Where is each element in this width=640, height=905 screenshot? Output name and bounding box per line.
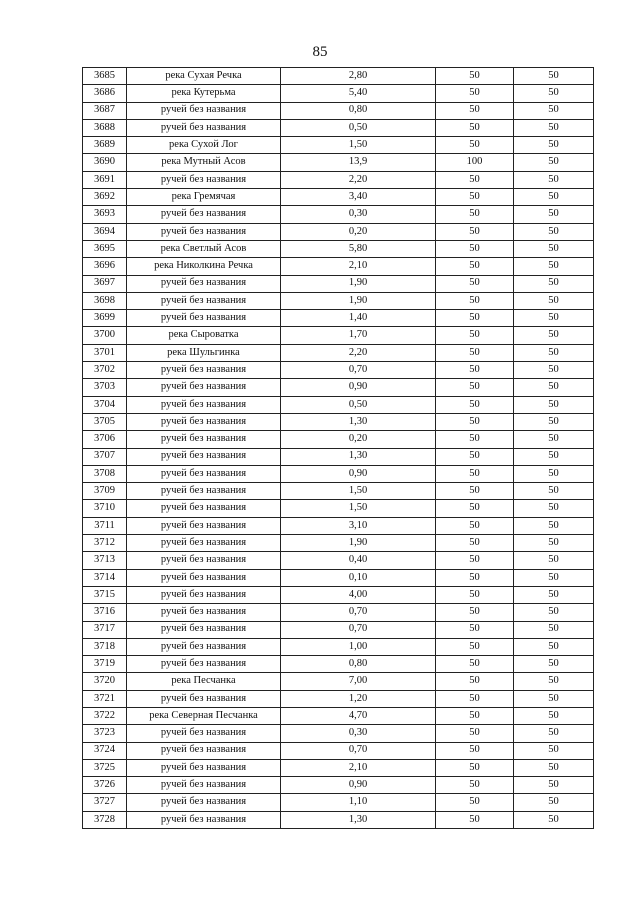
name-cell: река Мутный Асов	[127, 154, 281, 171]
length-cell: 1,00	[281, 638, 436, 655]
value-cell-a: 50	[436, 500, 514, 517]
row-number-cell: 3716	[83, 604, 127, 621]
table-row	[83, 759, 594, 776]
row-number-cell: 3708	[83, 465, 127, 482]
name-cell: ручей без названия	[127, 811, 281, 828]
length-cell: 3,10	[281, 517, 436, 534]
length-cell: 2,80	[281, 68, 436, 85]
row-number-cell: 3726	[83, 777, 127, 794]
value-cell-b: 50	[514, 275, 594, 292]
value-cell-a: 50	[436, 483, 514, 500]
value-cell-a: 50	[436, 517, 514, 534]
name-cell: ручей без названия	[127, 102, 281, 119]
value-cell-b: 50	[514, 327, 594, 344]
row-number-cell: 3686	[83, 85, 127, 102]
row-number-cell: 3709	[83, 483, 127, 500]
length-cell: 1,30	[281, 413, 436, 430]
row-number-cell: 3712	[83, 535, 127, 552]
name-cell: ручей без названия	[127, 223, 281, 240]
length-cell: 1,70	[281, 327, 436, 344]
value-cell-a: 50	[436, 811, 514, 828]
value-cell-b: 50	[514, 552, 594, 569]
length-cell: 0,90	[281, 777, 436, 794]
value-cell-a: 50	[436, 206, 514, 223]
row-number-cell: 3724	[83, 742, 127, 759]
length-cell: 0,30	[281, 206, 436, 223]
value-cell-b: 50	[514, 500, 594, 517]
row-number-cell: 3700	[83, 327, 127, 344]
name-cell: река Светлый Асов	[127, 240, 281, 257]
table-row	[83, 396, 594, 413]
value-cell-b: 50	[514, 604, 594, 621]
value-cell-b: 50	[514, 811, 594, 828]
value-cell-a: 50	[436, 742, 514, 759]
table-row	[83, 68, 594, 85]
value-cell-a: 50	[436, 119, 514, 136]
table-row	[83, 742, 594, 759]
value-cell-b: 50	[514, 586, 594, 603]
value-cell-a: 50	[436, 171, 514, 188]
value-cell-a: 50	[436, 673, 514, 690]
value-cell-a: 50	[436, 777, 514, 794]
length-cell: 0,80	[281, 102, 436, 119]
value-cell-b: 50	[514, 638, 594, 655]
table-row	[83, 638, 594, 655]
name-cell: ручей без названия	[127, 586, 281, 603]
name-cell: ручей без названия	[127, 656, 281, 673]
length-cell: 0,10	[281, 569, 436, 586]
row-number-cell: 3691	[83, 171, 127, 188]
row-number-cell: 3721	[83, 690, 127, 707]
row-number-cell: 3701	[83, 344, 127, 361]
table-row	[83, 725, 594, 742]
value-cell-a: 50	[436, 362, 514, 379]
table-row	[83, 154, 594, 171]
value-cell-b: 50	[514, 535, 594, 552]
value-cell-b: 50	[514, 742, 594, 759]
name-cell: ручей без названия	[127, 535, 281, 552]
length-cell: 2,20	[281, 344, 436, 361]
value-cell-b: 50	[514, 759, 594, 776]
table-row	[83, 794, 594, 811]
value-cell-b: 50	[514, 189, 594, 206]
name-cell: ручей без названия	[127, 621, 281, 638]
table-row	[83, 344, 594, 361]
length-cell: 2,20	[281, 171, 436, 188]
name-cell: река Северная Песчанка	[127, 707, 281, 724]
table-row	[83, 292, 594, 309]
row-number-cell: 3710	[83, 500, 127, 517]
value-cell-a: 50	[436, 465, 514, 482]
row-number-cell: 3704	[83, 396, 127, 413]
value-cell-a: 50	[436, 656, 514, 673]
table-row	[83, 535, 594, 552]
value-cell-a: 50	[436, 292, 514, 309]
value-cell-a: 50	[436, 327, 514, 344]
length-cell: 5,40	[281, 85, 436, 102]
row-number-cell: 3719	[83, 656, 127, 673]
table-row	[83, 240, 594, 257]
length-cell: 0,90	[281, 465, 436, 482]
name-cell: река Николкина Речка	[127, 258, 281, 275]
name-cell: ручей без названия	[127, 604, 281, 621]
value-cell-a: 50	[436, 240, 514, 257]
value-cell-b: 50	[514, 206, 594, 223]
length-cell: 1,30	[281, 811, 436, 828]
row-number-cell: 3707	[83, 448, 127, 465]
table-row	[83, 777, 594, 794]
value-cell-a: 50	[436, 431, 514, 448]
value-cell-b: 50	[514, 85, 594, 102]
value-cell-a: 50	[436, 258, 514, 275]
table-row	[83, 690, 594, 707]
value-cell-b: 50	[514, 240, 594, 257]
name-cell: ручей без названия	[127, 517, 281, 534]
value-cell-b: 50	[514, 517, 594, 534]
value-cell-b: 50	[514, 396, 594, 413]
row-number-cell: 3689	[83, 137, 127, 154]
value-cell-a: 50	[436, 569, 514, 586]
row-number-cell: 3703	[83, 379, 127, 396]
row-number-cell: 3697	[83, 275, 127, 292]
length-cell: 13,9	[281, 154, 436, 171]
row-number-cell: 3690	[83, 154, 127, 171]
row-number-cell: 3687	[83, 102, 127, 119]
table-row	[83, 656, 594, 673]
length-cell: 1,10	[281, 794, 436, 811]
row-number-cell: 3702	[83, 362, 127, 379]
row-number-cell: 3722	[83, 707, 127, 724]
length-cell: 4,70	[281, 707, 436, 724]
value-cell-b: 50	[514, 154, 594, 171]
row-number-cell: 3693	[83, 206, 127, 223]
length-cell: 0,50	[281, 119, 436, 136]
row-number-cell: 3688	[83, 119, 127, 136]
row-number-cell: 3714	[83, 569, 127, 586]
row-number-cell: 3706	[83, 431, 127, 448]
table-row	[83, 569, 594, 586]
table-row	[83, 258, 594, 275]
table-row	[83, 448, 594, 465]
name-cell: ручей без названия	[127, 483, 281, 500]
name-cell: река Песчанка	[127, 673, 281, 690]
value-cell-b: 50	[514, 258, 594, 275]
length-cell: 0,20	[281, 431, 436, 448]
table-row	[83, 413, 594, 430]
table-row	[83, 189, 594, 206]
name-cell: ручей без названия	[127, 794, 281, 811]
table-row	[83, 621, 594, 638]
table-row	[83, 137, 594, 154]
table-row	[83, 465, 594, 482]
table-row	[83, 119, 594, 136]
name-cell: река Сухой Лог	[127, 137, 281, 154]
name-cell: ручей без названия	[127, 638, 281, 655]
value-cell-b: 50	[514, 292, 594, 309]
table-row	[83, 552, 594, 569]
name-cell: ручей без названия	[127, 569, 281, 586]
name-cell: ручей без названия	[127, 448, 281, 465]
row-number-cell: 3723	[83, 725, 127, 742]
table-row	[83, 586, 594, 603]
value-cell-a: 50	[436, 552, 514, 569]
value-cell-b: 50	[514, 413, 594, 430]
table-body	[83, 68, 594, 829]
name-cell: река Кутерьма	[127, 85, 281, 102]
length-cell: 0,90	[281, 379, 436, 396]
name-cell: ручей без названия	[127, 379, 281, 396]
value-cell-a: 50	[436, 413, 514, 430]
name-cell: ручей без названия	[127, 759, 281, 776]
name-cell: ручей без названия	[127, 465, 281, 482]
value-cell-a: 50	[436, 344, 514, 361]
value-cell-a: 50	[436, 223, 514, 240]
length-cell: 1,30	[281, 448, 436, 465]
name-cell: река Сыроватка	[127, 327, 281, 344]
length-cell: 5,80	[281, 240, 436, 257]
name-cell: ручей без названия	[127, 310, 281, 327]
row-number-cell: 3705	[83, 413, 127, 430]
name-cell: ручей без названия	[127, 500, 281, 517]
length-cell: 0,80	[281, 656, 436, 673]
row-number-cell: 3718	[83, 638, 127, 655]
value-cell-a: 50	[436, 310, 514, 327]
row-number-cell: 3685	[83, 68, 127, 85]
table-row	[83, 673, 594, 690]
value-cell-a: 50	[436, 759, 514, 776]
length-cell: 4,00	[281, 586, 436, 603]
value-cell-a: 50	[436, 275, 514, 292]
table-row	[83, 604, 594, 621]
value-cell-b: 50	[514, 673, 594, 690]
name-cell: ручей без названия	[127, 431, 281, 448]
value-cell-a: 50	[436, 396, 514, 413]
name-cell: ручей без названия	[127, 362, 281, 379]
table-row	[83, 171, 594, 188]
value-cell-b: 50	[514, 707, 594, 724]
row-number-cell: 3696	[83, 258, 127, 275]
name-cell: ручей без названия	[127, 777, 281, 794]
row-number-cell: 3728	[83, 811, 127, 828]
table-row	[83, 500, 594, 517]
length-cell: 1,20	[281, 690, 436, 707]
name-cell: ручей без названия	[127, 119, 281, 136]
value-cell-a: 50	[436, 535, 514, 552]
table-row	[83, 327, 594, 344]
value-cell-a: 50	[436, 690, 514, 707]
name-cell: река Шульгинка	[127, 344, 281, 361]
row-number-cell: 3699	[83, 310, 127, 327]
water-bodies-table	[82, 67, 594, 829]
name-cell: ручей без названия	[127, 725, 281, 742]
row-number-cell: 3698	[83, 292, 127, 309]
table-row	[83, 275, 594, 292]
length-cell: 1,50	[281, 137, 436, 154]
value-cell-b: 50	[514, 223, 594, 240]
value-cell-a: 50	[436, 707, 514, 724]
value-cell-a: 50	[436, 102, 514, 119]
value-cell-b: 50	[514, 690, 594, 707]
value-cell-b: 50	[514, 68, 594, 85]
value-cell-b: 50	[514, 431, 594, 448]
table-row	[83, 102, 594, 119]
table-row	[83, 431, 594, 448]
value-cell-b: 50	[514, 725, 594, 742]
length-cell: 1,90	[281, 275, 436, 292]
value-cell-b: 50	[514, 171, 594, 188]
value-cell-b: 50	[514, 362, 594, 379]
value-cell-b: 50	[514, 102, 594, 119]
name-cell: ручей без названия	[127, 690, 281, 707]
length-cell: 1,50	[281, 500, 436, 517]
row-number-cell: 3695	[83, 240, 127, 257]
length-cell: 7,00	[281, 673, 436, 690]
name-cell: ручей без названия	[127, 206, 281, 223]
length-cell: 1,90	[281, 535, 436, 552]
value-cell-b: 50	[514, 344, 594, 361]
name-cell: река Сухая Речка	[127, 68, 281, 85]
length-cell: 2,10	[281, 258, 436, 275]
name-cell: ручей без названия	[127, 396, 281, 413]
value-cell-a: 50	[436, 794, 514, 811]
name-cell: ручей без названия	[127, 742, 281, 759]
length-cell: 0,40	[281, 552, 436, 569]
value-cell-b: 50	[514, 569, 594, 586]
value-cell-b: 50	[514, 310, 594, 327]
value-cell-b: 50	[514, 119, 594, 136]
value-cell-a: 50	[436, 604, 514, 621]
value-cell-b: 50	[514, 137, 594, 154]
length-cell: 0,70	[281, 621, 436, 638]
table-row	[83, 85, 594, 102]
value-cell-a: 50	[436, 621, 514, 638]
table-row	[83, 223, 594, 240]
length-cell: 1,90	[281, 292, 436, 309]
value-cell-b: 50	[514, 656, 594, 673]
length-cell: 0,20	[281, 223, 436, 240]
table-row	[83, 707, 594, 724]
length-cell: 1,50	[281, 483, 436, 500]
value-cell-b: 50	[514, 794, 594, 811]
value-cell-b: 50	[514, 777, 594, 794]
row-number-cell: 3720	[83, 673, 127, 690]
table-row	[83, 811, 594, 828]
table-row	[83, 362, 594, 379]
value-cell-a: 100	[436, 154, 514, 171]
length-cell: 0,70	[281, 604, 436, 621]
length-cell: 0,50	[281, 396, 436, 413]
length-cell: 3,40	[281, 189, 436, 206]
table-row	[83, 517, 594, 534]
value-cell-a: 50	[436, 448, 514, 465]
value-cell-a: 50	[436, 68, 514, 85]
name-cell: ручей без названия	[127, 292, 281, 309]
name-cell: ручей без названия	[127, 413, 281, 430]
length-cell: 2,10	[281, 759, 436, 776]
value-cell-a: 50	[436, 586, 514, 603]
table-row	[83, 310, 594, 327]
name-cell: ручей без названия	[127, 275, 281, 292]
value-cell-a: 50	[436, 85, 514, 102]
row-number-cell: 3715	[83, 586, 127, 603]
page-number: 85	[312, 44, 328, 60]
table-row	[83, 379, 594, 396]
value-cell-a: 50	[436, 137, 514, 154]
row-number-cell: 3717	[83, 621, 127, 638]
length-cell: 0,30	[281, 725, 436, 742]
value-cell-a: 50	[436, 725, 514, 742]
row-number-cell: 3725	[83, 759, 127, 776]
name-cell: река Гремячая	[127, 189, 281, 206]
row-number-cell: 3694	[83, 223, 127, 240]
value-cell-a: 50	[436, 638, 514, 655]
table-row	[83, 206, 594, 223]
row-number-cell: 3727	[83, 794, 127, 811]
value-cell-b: 50	[514, 379, 594, 396]
value-cell-b: 50	[514, 465, 594, 482]
length-cell: 0,70	[281, 362, 436, 379]
table-row	[83, 483, 594, 500]
length-cell: 0,70	[281, 742, 436, 759]
length-cell: 1,40	[281, 310, 436, 327]
name-cell: ручей без названия	[127, 171, 281, 188]
value-cell-a: 50	[436, 189, 514, 206]
name-cell: ручей без названия	[127, 552, 281, 569]
row-number-cell: 3713	[83, 552, 127, 569]
row-number-cell: 3711	[83, 517, 127, 534]
value-cell-b: 50	[514, 483, 594, 500]
value-cell-b: 50	[514, 448, 594, 465]
row-number-cell: 3692	[83, 189, 127, 206]
value-cell-a: 50	[436, 379, 514, 396]
value-cell-b: 50	[514, 621, 594, 638]
